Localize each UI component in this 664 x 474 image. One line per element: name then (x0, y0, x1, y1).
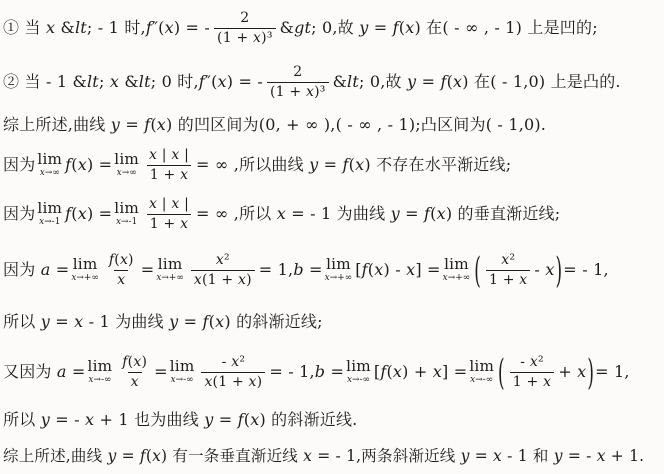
limit-subscript: x→∞ (39, 168, 60, 179)
limit-operator (37, 149, 63, 179)
fraction (201, 353, 265, 390)
fraction (146, 195, 192, 232)
limit-word: lim (326, 254, 351, 273)
fraction (267, 63, 329, 100)
limit-word: lim (114, 149, 139, 168)
fraction-denominator: x(1 + x) (201, 372, 265, 391)
big-left-paren: ( (498, 350, 505, 393)
fraction-numerator: x² (215, 252, 230, 269)
limit-word: lim (72, 254, 98, 273)
limit-subscript: x→+∞ (156, 273, 184, 284)
limit-subscript: x→-∞ (88, 375, 112, 386)
limit-subscript: x→+∞ (324, 273, 353, 284)
fraction (214, 9, 276, 46)
limit-operator (71, 254, 99, 284)
limit-operator (169, 356, 195, 386)
text-line-3 (3, 108, 662, 142)
text-run: f(x) = (65, 204, 113, 224)
text-run: - x (534, 260, 555, 280)
fraction-denominator: x (128, 372, 142, 391)
limit-operator (469, 356, 495, 386)
limit-word: lim (87, 356, 113, 375)
text-line-9 (3, 400, 662, 440)
limit-subscript: x→-1 (115, 217, 138, 228)
fraction-denominator: x(1 + x) (191, 270, 255, 289)
limit-operator (442, 254, 471, 284)
limit-subscript: x→-∞ (170, 375, 194, 386)
text-run: ② 当 - 1 &lt; x &lt; 0 时,f″(x) = - (3, 72, 263, 92)
fraction-denominator: (1 + x)³ (214, 28, 276, 47)
limit-operator (114, 149, 139, 179)
text-line-4 (3, 142, 662, 188)
fraction-numerator: f(x) (108, 252, 134, 269)
text-run: = 1, (595, 362, 630, 382)
text-run: [f(x) - x] = (355, 260, 441, 280)
fraction-numerator: x | x | (149, 196, 190, 213)
fraction-numerator: x | x | (149, 147, 190, 164)
text-line-8 (3, 344, 662, 400)
big-left-paren: ( (474, 248, 481, 291)
limit-word: lim (444, 254, 469, 273)
fraction-numerator: x² (501, 252, 516, 269)
limit-operator (87, 356, 113, 386)
fraction-denominator: 1 + x (147, 214, 191, 233)
text-run: f(x) = (65, 155, 113, 175)
text-run: 所以 y = - x + 1 也为曲线 y = f(x) 的斜渐近线. (3, 410, 358, 430)
limit-operator (324, 254, 353, 284)
text-run: 又因为 a = (3, 362, 86, 382)
fraction (486, 251, 530, 288)
big-right-paren: ) (555, 248, 563, 291)
text-run: 因为 a = (3, 260, 70, 280)
limit-subscript: x→+∞ (442, 273, 471, 284)
fraction-numerator: - x² (221, 354, 246, 371)
limit-word: lim (37, 149, 63, 168)
fraction-denominator: 1 + x (147, 165, 191, 184)
big-right-paren: ) (587, 350, 595, 393)
limit-operator (37, 198, 63, 228)
fraction (510, 353, 554, 390)
limit-word: lim (346, 356, 371, 375)
fraction-denominator: (1 + x)³ (267, 82, 329, 101)
text-run: = (154, 362, 168, 382)
text-run: = ∞ ,所以 x = - 1 为曲线 y = f(x) 的垂直渐近线; (196, 204, 561, 224)
text-run: = 1,b = (258, 260, 323, 280)
text-line-10 (3, 440, 662, 474)
fraction-numerator: 2 (240, 10, 250, 27)
fraction-numerator: f(x) (122, 354, 148, 371)
text-run: + x (558, 362, 587, 382)
limit-operator (156, 254, 184, 284)
text-run: = - 1,b = (269, 362, 345, 382)
limit-subscript: x→∞ (116, 168, 137, 179)
text-line-7 (3, 300, 662, 344)
text-run: = ∞ ,所以曲线 y = f(x) 不存在水平渐近线; (196, 155, 512, 175)
text-run: 综上所述,曲线 y = f(x) 有一条垂直渐近线 x = - 1,两条斜渐近线 y = x - 1 和 y = - x + 1. (3, 447, 645, 466)
limit-word: lim (114, 198, 139, 217)
limit-word: lim (469, 356, 495, 375)
text-line-1 (3, 0, 662, 56)
text-line-2 (3, 56, 662, 108)
fraction-numerator: 2 (293, 64, 303, 81)
text-run: 所以 y = x - 1 为曲线 y = f(x) 的斜渐近线; (3, 312, 323, 332)
fraction (106, 251, 137, 288)
text-run: &lt; 0,故 y = f(x) 在( - 1,0) 上是凸的. (332, 72, 621, 92)
text-run: ① 当 x &lt; - 1 时,f″(x) = - (3, 18, 211, 38)
text-run: 因为 (3, 155, 36, 175)
limit-operator (346, 356, 371, 386)
fraction-denominator: x (114, 270, 128, 289)
text-run: &gt; 0,故 y = f(x) 在( - ∞ , - 1) 上是凹的; (279, 18, 598, 38)
limit-word: lim (169, 356, 195, 375)
limit-subscript: x→-1 (39, 217, 61, 228)
limit-subscript: x→-∞ (346, 375, 371, 386)
limit-word: lim (157, 254, 183, 273)
text-run: = - 1, (563, 260, 609, 280)
limit-subscript: x→+∞ (71, 273, 99, 284)
fraction (146, 146, 192, 183)
text-run: 综上所述,曲线 y = f(x) 的凹区间为(0, + ∞ ),( - ∞ , - 1);凸区间为( - 1,0). (3, 115, 547, 135)
fraction-denominator: 1 + x (486, 270, 530, 289)
text-line-6 (3, 240, 662, 300)
limit-word: lim (37, 198, 63, 217)
text-run: 因为 (3, 204, 36, 224)
text-run: [f(x) + x] = (373, 362, 468, 382)
fraction-numerator: - x² (520, 354, 544, 371)
limit-operator (114, 198, 139, 228)
limit-subscript: x→-∞ (470, 375, 494, 386)
text-line-5 (3, 188, 662, 240)
fraction-denominator: 1 + x (510, 372, 554, 391)
fraction (119, 353, 150, 390)
text-run: = (140, 260, 155, 280)
fraction (191, 251, 255, 288)
